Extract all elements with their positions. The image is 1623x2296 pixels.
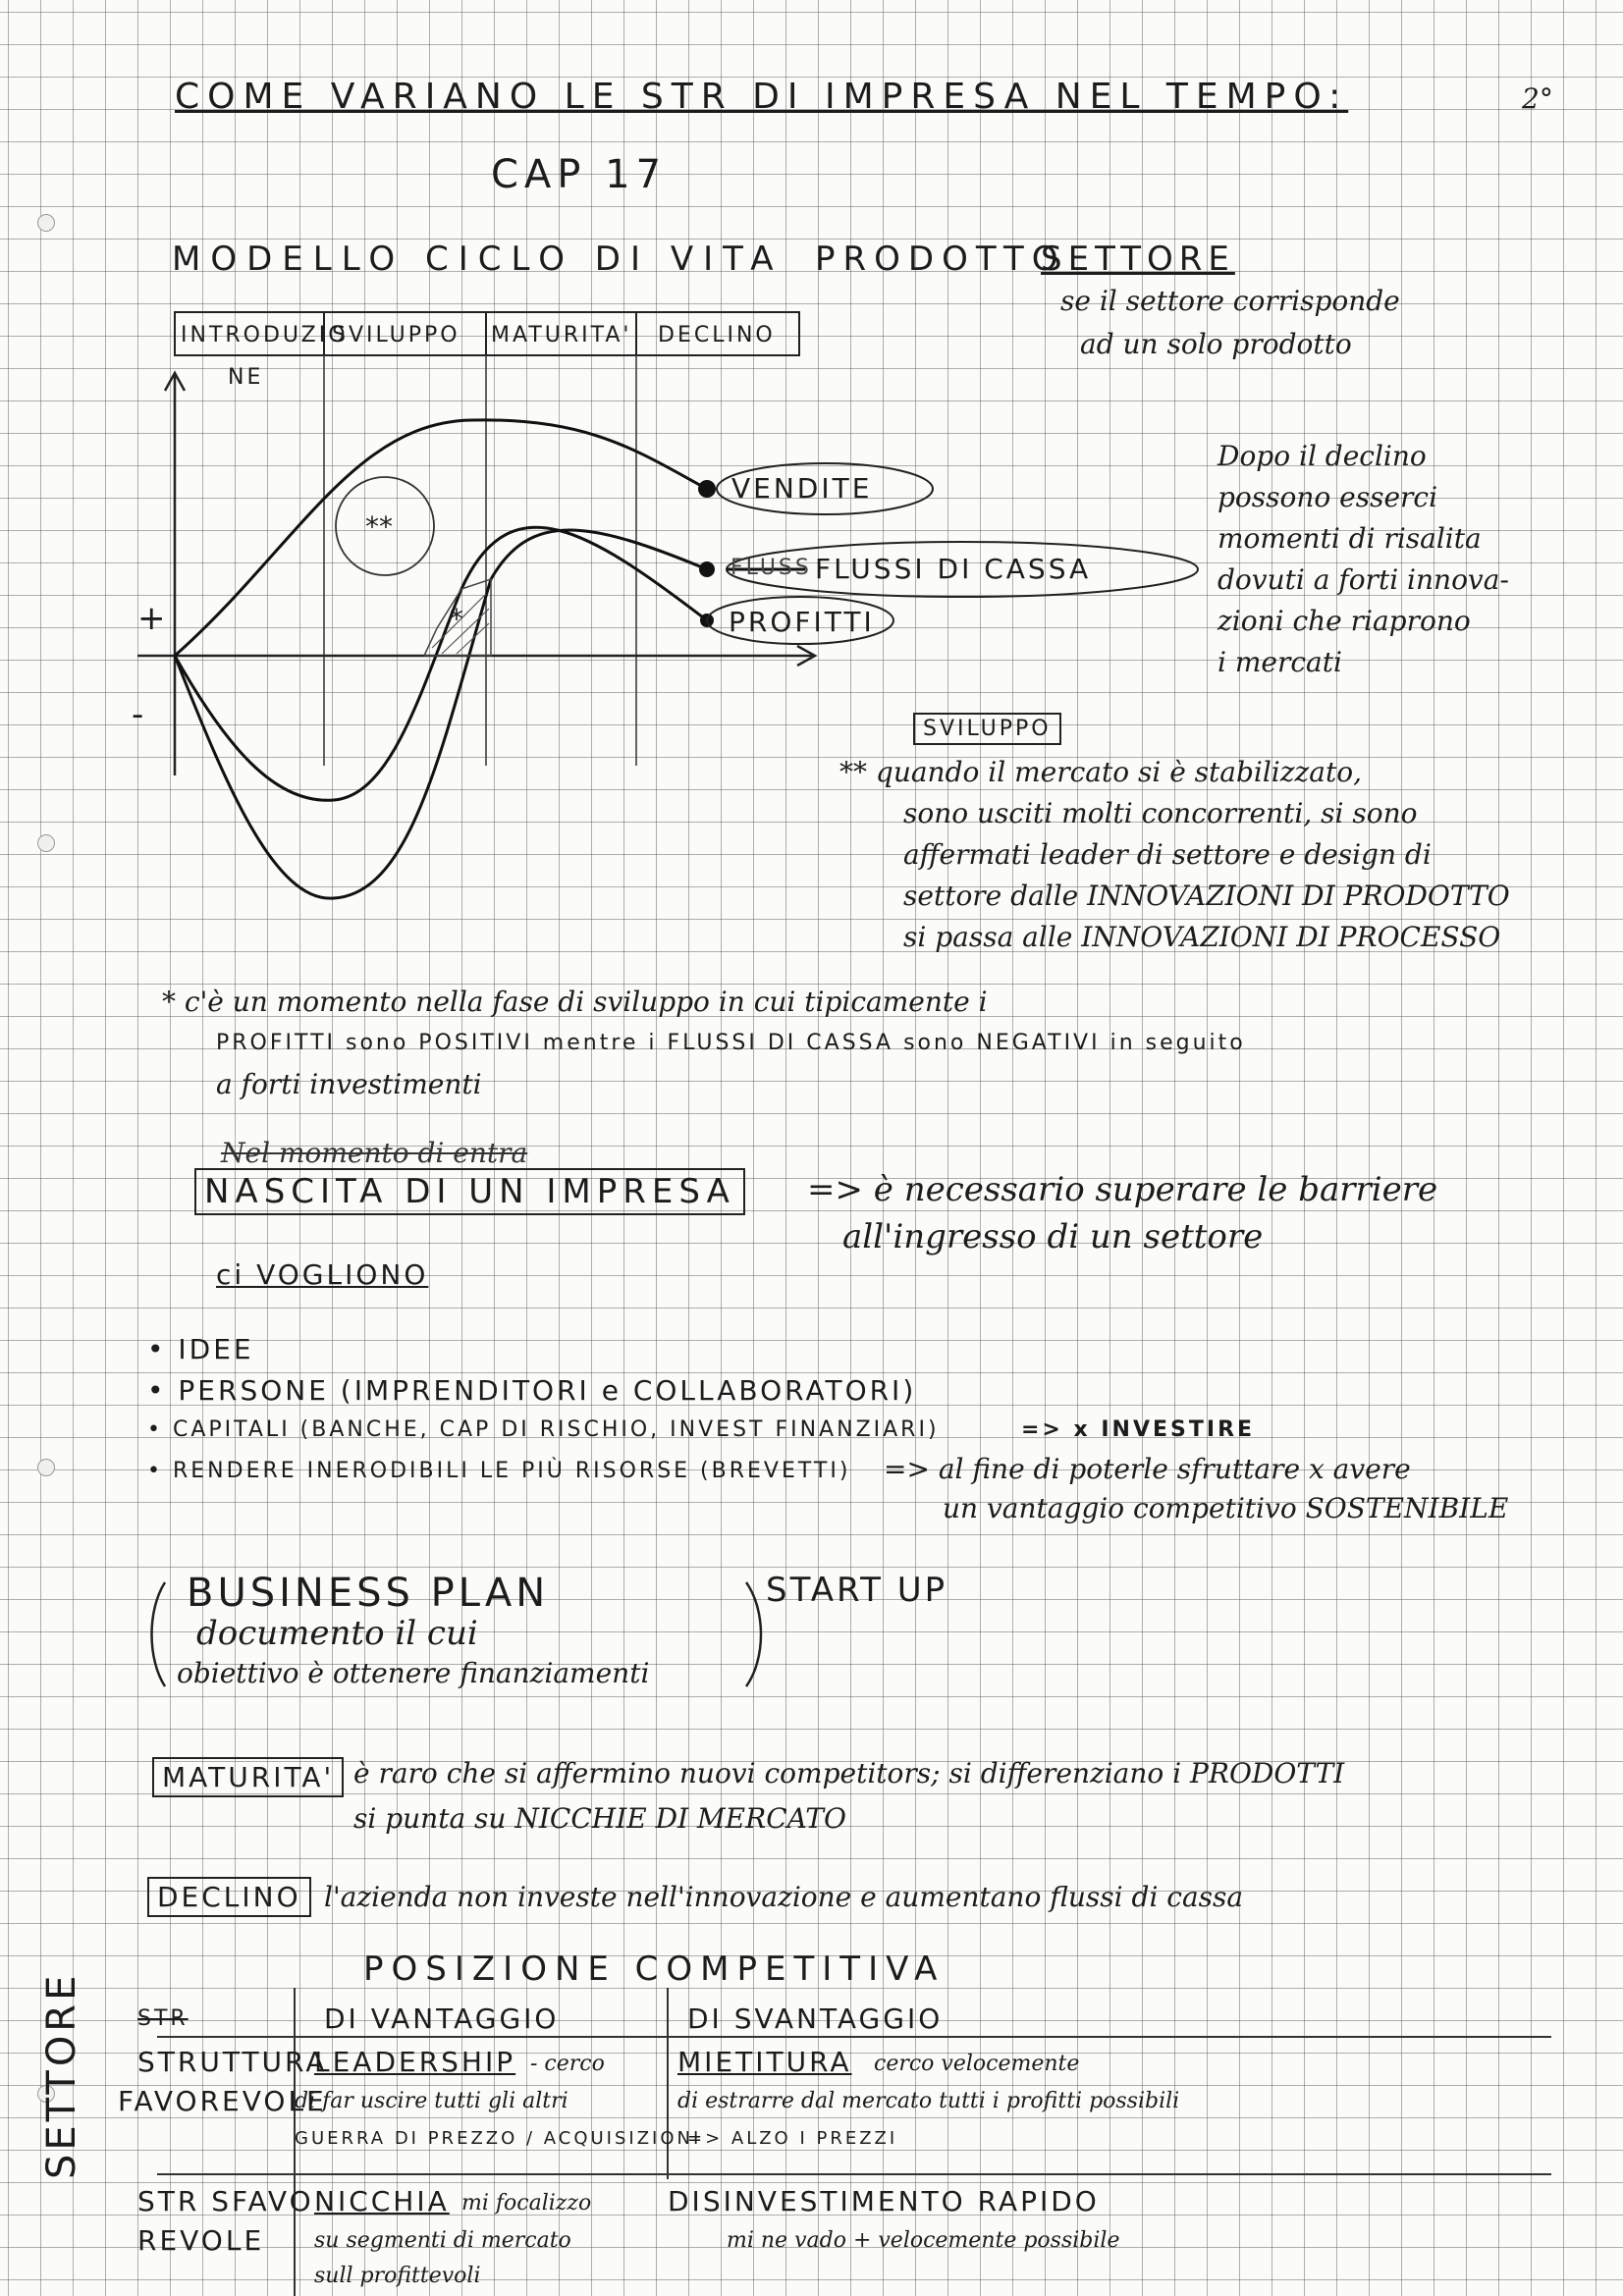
- model-heading: MODELLO CICLO DI VITA: [172, 240, 784, 279]
- requirement-fine-line2: un vantaggio competitivo SOSTENIBILE: [943, 1492, 1509, 1524]
- business-plan-title: BUSINESS PLAN: [187, 1571, 550, 1616]
- leadership-label: LEADERSHIP: [314, 2046, 516, 2078]
- nascita-arrow-text: => è necessario superare le barriere: [807, 1170, 1438, 1209]
- phase-label: MATURITA': [491, 323, 632, 347]
- chapter-label: CAP 17: [491, 152, 668, 197]
- requirement-invest: => x INVESTIRE: [1021, 1417, 1256, 1442]
- legend-profitti: PROFITTI: [729, 606, 875, 638]
- nascita-arrow-text2: all'ingresso di un settore: [842, 1217, 1264, 1256]
- mietitura-note: cerco velocemente: [874, 2052, 1080, 2076]
- marker-single-star: *: [450, 603, 463, 635]
- nicchia-note: mi focalizzo: [461, 2191, 592, 2216]
- disinvestimento-desc: mi ne vado + velocemente possibile: [727, 2228, 1120, 2253]
- bp-bracket-left: [152, 1582, 166, 1686]
- disinvestimento-label: DISINVESTIMENTO RAPIDO: [668, 2185, 1100, 2217]
- col-vantaggio: DI VANTAGGIO: [324, 2002, 560, 2035]
- phase-label: SVILUPPO: [332, 323, 460, 347]
- requirement-item: • PERSONE (IMPRENDITORI e COLLABORATORI): [147, 1374, 916, 1407]
- legend-flussi: FLUSSI DI CASSA: [815, 553, 1092, 585]
- col-svantaggio: DI SVANTAGGIO: [687, 2002, 944, 2035]
- row1-label2: FAVOREVOLE: [118, 2085, 327, 2117]
- nicchia-extra: sull profittevoli: [314, 2264, 481, 2288]
- nascita-label: NASCITA DI UN IMPRESA: [194, 1168, 745, 1215]
- nicchia-label: NICCHIA: [314, 2185, 450, 2217]
- plus-label: +: [137, 599, 166, 638]
- legend-struck: FLUSS: [730, 556, 812, 580]
- sector-note-line2: ad un solo prodotto: [1080, 328, 1352, 360]
- phase-label: INTRODUZIO: [181, 323, 349, 347]
- business-plan-line2: obiettivo è ottenere finanziamenti: [177, 1657, 650, 1689]
- decline-note-line: possono esserci: [1217, 481, 1438, 513]
- requirement-fine-line1: => al fine di poterle sfruttare x avere: [884, 1453, 1411, 1485]
- competitive-side-label: SETTORE: [39, 1971, 84, 2179]
- curve-profitti: [175, 527, 707, 800]
- model-heading-product: PRODOTTO: [815, 240, 1066, 279]
- curve-vendite: [175, 420, 707, 656]
- marker-double-star: **: [365, 510, 393, 543]
- model-heading-sector: SETTORE: [1041, 240, 1235, 279]
- mietitura-extra: => ALZO I PREZZI: [687, 2128, 898, 2149]
- sviluppo-line: ** quando il mercato si è stabilizzato,: [839, 756, 1362, 788]
- star-note-line1: * c'è un momento nella fase di sviluppo in cui tipicamente i: [162, 986, 988, 1018]
- sviluppo-line: si passa alle INNOVAZIONI DI PROCESSO: [903, 921, 1501, 953]
- row1-label1: STRUTTURA: [137, 2046, 328, 2078]
- maturita-line1: è raro che si affermino nuovi competitors; si differenziano i PRODOTTI: [353, 1757, 1345, 1789]
- star-note-line3: a forti investimenti: [216, 1068, 482, 1100]
- minus-label: -: [132, 695, 144, 734]
- need-label: ci VOGLIONO: [216, 1258, 429, 1291]
- leadership-note: - cerco: [530, 2052, 605, 2076]
- page-number-mark: 2°: [1522, 82, 1553, 115]
- mietitura-label: MIETITURA: [677, 2046, 852, 2078]
- page-title: COME VARIANO LE STR DI IMPRESA NEL TEMPO:: [175, 77, 1349, 117]
- phase-label: DECLINO: [658, 323, 776, 347]
- sviluppo-label: SVILUPPO: [913, 713, 1061, 745]
- decline-note-line: dovuti a forti innova-: [1217, 563, 1509, 596]
- decline-note-line: i mercati: [1217, 646, 1342, 678]
- nascita-struck: Nel momento di entra: [221, 1137, 528, 1169]
- bp-bracket-right: [746, 1582, 761, 1686]
- table-header-line: [157, 2036, 1551, 2038]
- col-struck: STR: [137, 2006, 189, 2031]
- row2-label1: STR SFAVO: [137, 2185, 314, 2217]
- decline-note-line: momenti di risalita: [1217, 522, 1482, 555]
- requirement-item: • RENDERE INERODIBILI LE PIÙ RISORSE (BREVETTI): [147, 1459, 850, 1483]
- decline-note-line: Dopo il declino: [1217, 440, 1427, 472]
- startup-label: START UP: [766, 1571, 948, 1610]
- leadership-extra: GUERRA DI PREZZO / ACQUISIZIONI: [295, 2128, 702, 2149]
- decline-note-line: zioni che riaprono: [1217, 605, 1471, 637]
- dot-vendite: [698, 480, 716, 498]
- sviluppo-line: settore dalle INNOVAZIONI DI PRODOTTO: [903, 880, 1510, 912]
- declino-label: DECLINO: [147, 1877, 311, 1917]
- phase-label-extra: NE: [228, 365, 264, 390]
- nicchia-desc: su segmenti di mercato: [314, 2228, 571, 2253]
- competitive-title: POSIZIONE COMPETITIVA: [363, 1949, 946, 1989]
- requirement-item: • IDEE: [147, 1333, 254, 1365]
- legend-vendite: VENDITE: [731, 472, 873, 505]
- row2-label2: REVOLE: [137, 2224, 265, 2257]
- table-row-line: [157, 2173, 1551, 2175]
- declino-text: l'azienda non investe nell'innovazione e aumentano flussi di cassa: [324, 1881, 1244, 1913]
- business-plan-line1: documento il cui: [196, 1614, 478, 1653]
- dot-flussi: [699, 561, 715, 577]
- sector-note-line1: se il settore corrisponde: [1060, 285, 1400, 317]
- maturita-label: MATURITA': [152, 1757, 344, 1797]
- maturita-line2: si punta su NICCHIE DI MERCATO: [353, 1802, 846, 1835]
- sviluppo-line: sono usciti molti concorrenti, si sono: [903, 797, 1418, 829]
- curve-flussi: [175, 530, 707, 898]
- requirement-item: • CAPITALI (BANCHE, CAP DI RISCHIO, INVEST FINANZIARI): [147, 1417, 940, 1442]
- leadership-desc: di far uscire tutti gli altri: [295, 2089, 568, 2113]
- mietitura-desc: di estrarre dal mercato tutti i profitti possibili: [677, 2089, 1180, 2113]
- star-note-line2: PROFITTI sono POSITIVI mentre i FLUSSI DI CASSA sono NEGATIVI in seguito: [216, 1031, 1246, 1055]
- sviluppo-line: affermati leader di settore e design di: [903, 838, 1432, 871]
